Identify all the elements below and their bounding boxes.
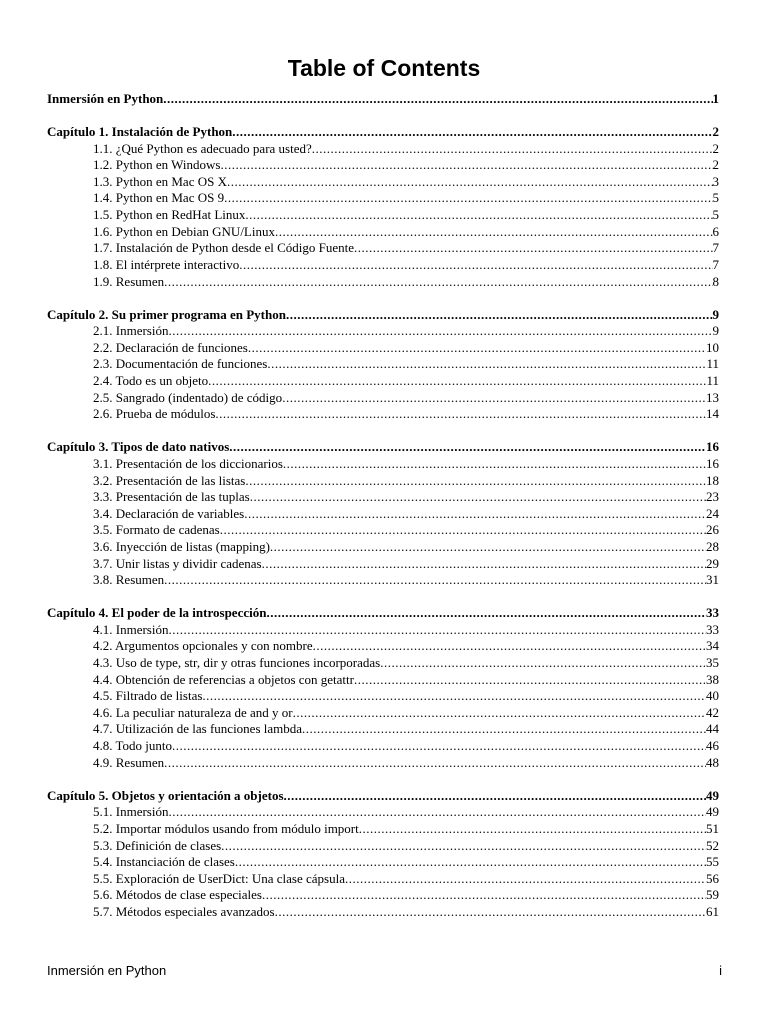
toc-entry-label: 3.4. Declaración de variables [93, 506, 245, 521]
dot-leader [168, 323, 712, 339]
toc-entry-page-number: 2 [712, 141, 719, 156]
toc-entry-page-number: 7 [712, 257, 719, 272]
dot-leader [168, 804, 706, 820]
toc-entry-label: 5.5. Exploración de UserDict: Una clase cápsula [93, 871, 345, 886]
toc-entry-page-number: 28 [706, 539, 719, 554]
toc-entry-page-number: 46 [706, 738, 719, 753]
dot-leader [312, 141, 713, 157]
toc-section-link[interactable] [93, 240, 719, 256]
toc-entry-label: Capítulo 4. El poder de la introspección [47, 605, 267, 620]
dot-leader [286, 307, 713, 323]
toc-entry-page-number: 55 [706, 854, 719, 869]
toc-entry-page-number: 34 [706, 638, 719, 653]
toc-entry-page-number: 14 [706, 406, 719, 421]
toc-entry-label: 5.7. Métodos especiales avanzados [93, 904, 275, 919]
toc-entry-label: Capítulo 2. Su primer programa en Python [47, 307, 286, 322]
toc-entry-label: 4.1. Inmersión [93, 622, 169, 637]
toc-entry-page-number: 11 [706, 373, 719, 388]
dot-leader [293, 705, 706, 721]
toc-section-link[interactable] [93, 489, 719, 505]
toc-section-link[interactable] [93, 224, 719, 240]
dot-leader [262, 887, 706, 903]
toc-entry-label: 1.9. Resumen [93, 274, 165, 289]
toc-section-link[interactable] [93, 622, 719, 638]
dot-leader [267, 356, 706, 372]
toc-chapter-link[interactable] [47, 124, 719, 140]
toc-entry-label: 3.7. Unir listas y dividir cadenas [93, 556, 262, 571]
toc-entry-page-number: 10 [706, 340, 719, 355]
dot-leader [164, 274, 712, 290]
dot-leader [168, 622, 706, 638]
toc-entry-label: 5.2. Importar módulos usando from módulo import [93, 821, 359, 836]
toc-entry-page-number: 13 [706, 390, 719, 405]
dot-leader [232, 124, 712, 140]
toc-section-link[interactable] [93, 539, 719, 555]
toc-section-link[interactable] [93, 854, 719, 870]
toc-section-link[interactable] [93, 257, 719, 273]
toc-entry-page-number: 16 [706, 456, 719, 471]
toc-entry-label: 2.4. Todo es un objeto [93, 373, 209, 388]
toc-entry-page-number: 24 [706, 506, 719, 521]
dot-leader [275, 904, 706, 920]
toc-entry-page-number: 23 [706, 489, 719, 504]
toc-section-link[interactable] [93, 672, 719, 688]
dot-leader [275, 224, 713, 240]
toc-entry-page-number: 59 [706, 887, 719, 902]
toc-entry-label: 3.5. Formato de cadenas [93, 522, 220, 537]
dot-leader [245, 207, 712, 223]
dot-leader [220, 157, 712, 173]
toc-section-link[interactable] [93, 705, 719, 721]
toc-entry-label: 5.1. Inmersión [93, 804, 169, 819]
toc-entry-page-number: 48 [706, 755, 719, 770]
toc-section-link[interactable] [93, 473, 719, 489]
toc-entry-page-number: 2 [712, 157, 719, 172]
dot-leader [239, 257, 712, 273]
dot-leader [244, 506, 706, 522]
dot-leader [270, 539, 706, 555]
toc-entry-label: 2.6. Prueba de módulos [93, 406, 216, 421]
toc-section-link[interactable] [93, 871, 719, 887]
toc-entry-page-number: 33 [706, 622, 719, 637]
dot-leader [164, 572, 706, 588]
toc-entry-page-number: 31 [706, 572, 719, 587]
toc-entry-page-number: 33 [706, 605, 719, 620]
toc-section-link[interactable] [93, 406, 719, 422]
dot-leader [380, 655, 706, 671]
dot-leader [262, 556, 706, 572]
toc-section-link[interactable] [93, 655, 719, 671]
dot-leader [345, 871, 706, 887]
toc-entry-page-number: 42 [706, 705, 719, 720]
toc-entry-page-number: 51 [706, 821, 719, 836]
toc-entry-label: Capítulo 5. Objetos y orientación a objetos [47, 788, 284, 803]
dot-leader [282, 390, 706, 406]
footer-page-number: i [719, 963, 722, 978]
toc-entry-page-number: 5 [712, 190, 719, 205]
toc-entry-label: 3.2. Presentación de las listas [93, 473, 246, 488]
toc-entry-label: 3.6. Inyección de listas (mapping) [93, 539, 270, 554]
toc-entry-label: 1.5. Python en RedHat Linux [93, 207, 246, 222]
toc-entry-page-number: 2 [712, 124, 719, 139]
toc-entry-page-number: 49 [706, 804, 719, 819]
toc-entry-page-number: 9 [712, 323, 719, 338]
toc-entry-label: 4.9. Resumen [93, 755, 165, 770]
toc-chapter-link[interactable] [47, 605, 719, 621]
toc-section-link[interactable] [93, 804, 719, 820]
toc-entry-page-number: 18 [706, 473, 719, 488]
toc-section-link[interactable] [93, 904, 719, 920]
toc-entry-page-number: 38 [706, 672, 719, 687]
toc-section-link[interactable] [93, 821, 719, 837]
dot-leader [172, 738, 706, 754]
toc-entry-page-number: 44 [706, 721, 719, 736]
toc-entry-label: 1.4. Python en Mac OS 9 [93, 190, 225, 205]
toc-section-link[interactable] [93, 456, 719, 472]
dot-leader [220, 522, 706, 538]
toc-entry-label: 2.3. Documentación de funciones [93, 356, 268, 371]
toc-section-link[interactable] [93, 887, 719, 903]
toc-section-link[interactable] [93, 738, 719, 754]
dot-leader [215, 406, 706, 422]
dot-leader [202, 688, 706, 704]
toc-entry-label: 3.1. Presentación de los diccionarios [93, 456, 283, 471]
toc-section-link[interactable] [93, 522, 719, 538]
toc-entry-page-number: 61 [706, 904, 719, 919]
toc-entry-label: 1.1. ¿Qué Python es adecuado para usted? [93, 141, 312, 156]
toc-entry-page-number: 40 [706, 688, 719, 703]
toc-section-link[interactable] [93, 141, 719, 157]
toc-section-link[interactable] [93, 157, 719, 173]
toc-entry-label: Capítulo 1. Instalación de Python [47, 124, 233, 139]
toc-entry-page-number: 35 [706, 655, 719, 670]
dot-leader [302, 721, 706, 737]
toc-entry-label: 1.7. Instalación de Python desde el Código Fuente [93, 240, 355, 255]
dot-leader [235, 854, 706, 870]
toc-entry-label: 2.1. Inmersión [93, 323, 169, 338]
toc-entry-label: 5.6. Métodos de clase especiales [93, 887, 262, 902]
dot-leader [227, 174, 713, 190]
toc-entry-label: 5.3. Definición de clases [93, 838, 222, 853]
toc-entry-label: 5.4. Instanciación de clases [93, 854, 235, 869]
toc-entry-page-number: 52 [706, 838, 719, 853]
toc-entry-label: 2.5. Sangrado (indentado) de código [93, 390, 283, 405]
dot-leader [221, 838, 706, 854]
dot-leader [354, 240, 712, 256]
dot-leader [163, 91, 712, 107]
footer-book-title: Inmersión en Python [47, 963, 167, 978]
toc-section-link[interactable] [93, 207, 719, 223]
toc-entry-label: 4.3. Uso de type, str, dir y otras funciones incorporadas [93, 655, 381, 670]
toc-section-link[interactable] [93, 190, 719, 206]
toc-section-link[interactable] [93, 572, 719, 588]
toc-entry-label: 1.6. Python en Debian GNU/Linux [93, 224, 275, 239]
dot-leader [250, 489, 706, 505]
toc-entry-label: 1.2. Python en Windows [93, 157, 221, 172]
toc-entry-page-number: 9 [712, 307, 719, 322]
toc-entry-label: 4.4. Obtención de referencias a objetos con getattr [93, 672, 354, 687]
toc-entry-page-number: 29 [706, 556, 719, 571]
toc-section-link[interactable] [93, 274, 719, 290]
toc-entry-label: 3.3. Presentación de las tuplas [93, 489, 250, 504]
toc-entry-page-number: 26 [706, 522, 719, 537]
dot-leader [164, 755, 706, 771]
toc-section-link[interactable] [93, 373, 719, 389]
toc-entry-label: 1.3. Python en Mac OS X [93, 174, 227, 189]
toc-section-link[interactable] [93, 556, 719, 572]
dot-leader [229, 439, 706, 455]
toc-section-link[interactable] [93, 838, 719, 854]
toc-entry-page-number: 3 [712, 174, 719, 189]
toc-section-link[interactable] [93, 506, 719, 522]
toc-entry-page-number: 11 [706, 356, 719, 371]
toc-section-link[interactable] [93, 174, 719, 190]
toc-chapter-link[interactable] [47, 307, 719, 323]
dot-leader [245, 473, 706, 489]
dot-leader [354, 672, 706, 688]
dot-leader [224, 190, 712, 206]
toc-entry-label: 4.8. Todo junto [93, 738, 173, 753]
page-title: Table of Contents [287, 55, 481, 81]
toc-entry-page-number: 7 [712, 240, 719, 255]
toc-entry-page-number: 6 [712, 224, 719, 239]
toc-entry-label: 3.8. Resumen [93, 572, 165, 587]
dot-leader [359, 821, 706, 837]
toc-section-link[interactable] [93, 755, 719, 771]
toc-section-link[interactable] [93, 340, 719, 356]
toc-section-link[interactable] [93, 323, 719, 339]
toc-entry-label: 2.2. Declaración de funciones [93, 340, 248, 355]
toc-section-link[interactable] [93, 356, 719, 372]
toc-entry-label: 4.2. Argumentos opcionales y con nombre [93, 638, 313, 653]
dot-leader [283, 456, 706, 472]
toc-entry-page-number: 1 [712, 91, 719, 106]
toc-entry-label: 4.6. La peculiar naturaleza de and y or [93, 705, 293, 720]
toc-section-link[interactable] [93, 638, 719, 654]
dot-leader [266, 605, 706, 621]
dot-leader [248, 340, 706, 356]
dot-leader [208, 373, 706, 389]
toc-entry-page-number: 56 [706, 871, 719, 886]
toc-section-link[interactable] [93, 390, 719, 406]
toc-section-link[interactable] [93, 688, 719, 704]
toc-entry-label: Inmersión en Python [47, 91, 164, 106]
toc-entry-page-number: 8 [712, 274, 719, 289]
dot-leader [284, 788, 706, 804]
toc-entry-page-number: 16 [706, 439, 719, 454]
toc-entry-label: Capítulo 3. Tipos de dato nativos [47, 439, 230, 454]
toc-chapter-link[interactable] [47, 91, 719, 107]
toc-entry-label: 4.7. Utilización de las funciones lambda [93, 721, 303, 736]
toc-chapter-link[interactable] [47, 788, 719, 804]
toc-entry-label: 1.8. El intérprete interactivo [93, 257, 240, 272]
toc-entry-page-number: 5 [712, 207, 719, 222]
toc-entry-label: 4.5. Filtrado de listas [93, 688, 203, 703]
toc-entry-page-number: 49 [706, 788, 719, 803]
toc-chapter-link[interactable] [47, 439, 719, 455]
toc-section-link[interactable] [93, 721, 719, 737]
dot-leader [313, 638, 706, 654]
